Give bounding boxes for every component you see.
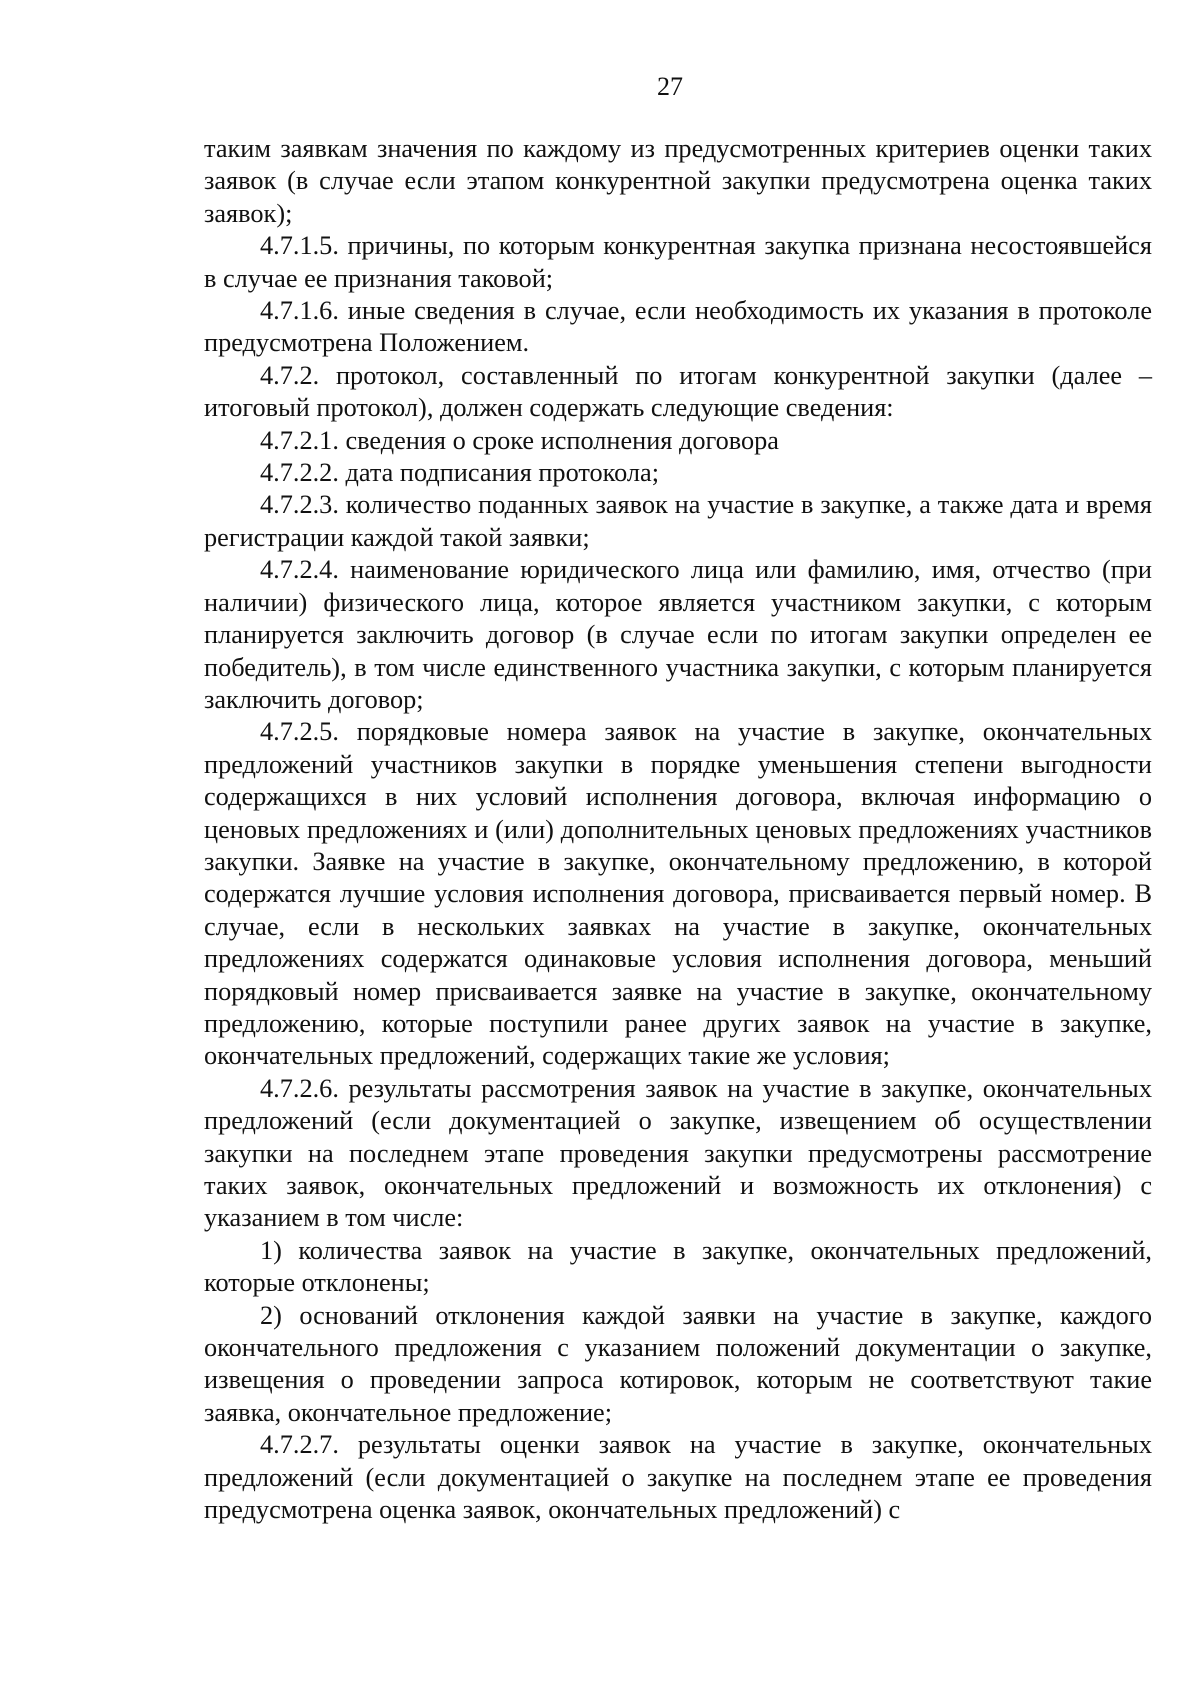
page-number: 27: [657, 72, 683, 101]
paragraph-4-7-2: 4.7.2. протокол, составленный по итогам конкурентной закупки (далее – итоговый протокол), должен содержать следующие сведения:: [204, 360, 1152, 423]
document-body: [204, 133, 1152, 1526]
paragraph-4-7-2-2: 4.7.2.2. дата подписания протокола;: [260, 458, 660, 488]
paragraph-4-7-2-6: 4.7.2.6. результаты рассмотрения заявок на участие в закупке, окончательных предложений (если документацией о закупке, извещением об осуществлении закупки на последнем этапе проведения закупки предусмотрены рассмотрение таких заявок, окончательных предложений и возможность их отклонения) с указанием в том числе:: [204, 1073, 1152, 1233]
paragraph-4-7-2-3: 4.7.2.3. количество поданных заявок на участие в закупке, а также дата и время регистрации каждой такой заявки;: [204, 490, 1152, 552]
paragraph-4-7-1-5: 4.7.1.5. причины, по которым конкурентная закупка признана несостоявшейся в случае ее признания таковой;: [204, 231, 1152, 293]
paragraph-continuation: таким заявкам значения по каждому из предусмотренных критериев оценки таких заявок (в случае если этапом конкурентной закупки предусмотрена оценка таких заявок);: [204, 134, 1152, 228]
paragraph-4-7-2-5: 4.7.2.5. порядковые номера заявок на участие в закупке, окончательных предложений участников закупки в порядке уменьшения степени выгодности содержащихся в них условий исполнения договора, включая информацию о ценовых предложениях и (или) дополнительных ценовых предложениях участников закупки. Заявке на участие в закупке, окончательному предложению, в которой содержатся лучшие условия исполнения договора, присваивается первый номер. В случае, если в нескольких заявках на участие в закупке, окончательных предложениях содержатся одинаковые условия исполнения договора, меньший порядковый номер присваивается заявке на участие в закупке, окончательному предложению, которые поступили ранее других заявок на участие в закупке, окончательных предложений, содержащих такие же условия;: [204, 717, 1152, 1071]
paragraph-4-7-2-4: 4.7.2.4. наименование юридического лица или фамилию, имя, отчество (при наличии) физического лица, которое является участником закупки, с которым планируется заключить договор (в случае если по итогам закупки определен ее победитель), в том числе единственного участника закупки, с которым планируется заключить договор;: [204, 555, 1152, 714]
paragraph-4-7-2-7: 4.7.2.7. результаты оценки заявок на участие в закупке, окончательных предложений (если документацией о закупке на последнем этапе ее проведения предусмотрена оценка заявок, окончательных предложений) с: [204, 1430, 1152, 1525]
paragraph-list-item-1: 1) количества заявок на участие в закупке, окончательных предложений, которые отклонены;: [204, 1235, 1152, 1298]
paragraph-4-7-1-6: 4.7.1.6. иные сведения в случае, если необходимость их указания в протоколе предусмотрена Положением.: [204, 296, 1152, 358]
paragraph-list-item-2: 2) оснований отклонения каждой заявки на участие в закупке, каждого окончательного предложения с указанием положений документации о закупке, извещения о проведении запроса котировок, которым не соответствуют такие заявка, окончательное предложение;: [204, 1300, 1152, 1427]
paragraph-4-7-2-1: 4.7.2.1. сведения о сроке исполнения договора: [260, 425, 779, 455]
